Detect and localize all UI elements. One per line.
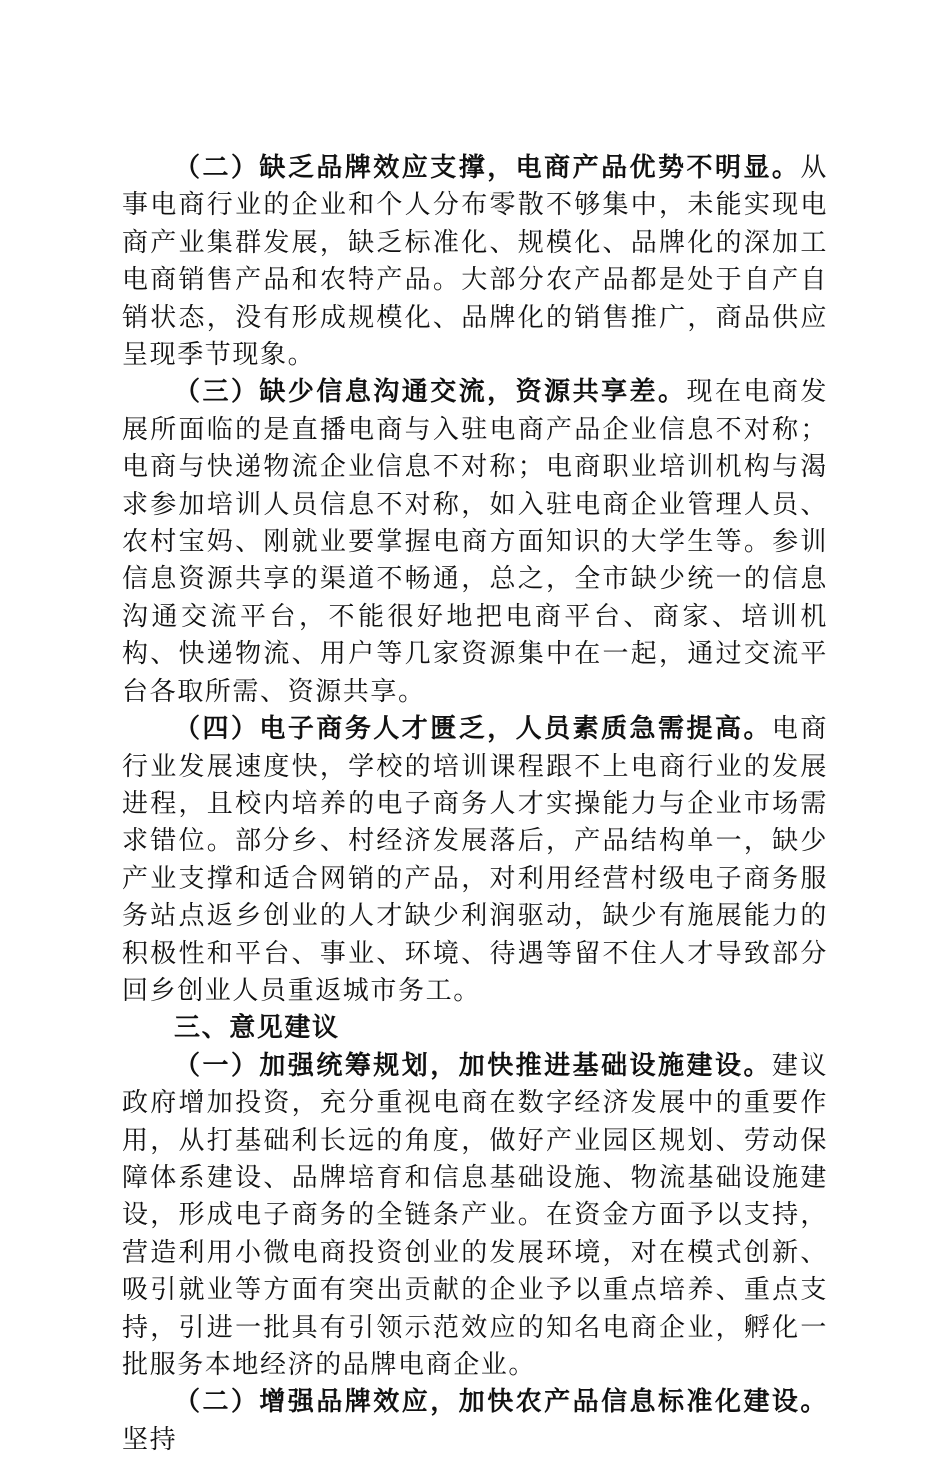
suggestion-lead: （二）增强品牌效应，加快农产品信息标准化建设。 — [174, 1387, 828, 1418]
paragraph-talent-shortage — [122, 711, 828, 1010]
suggestion-branding — [122, 1384, 828, 1459]
paragraph-body: 现在电商发展所面临的是直播电商与入驻电商产品企业信息不对称；电商与快递物流企业信息不对称；电商职业培训机构与渴求参加培训人员信息不对称，如入驻电商企业管理人员、农村宝妈、刚就业要掌握电商方面知识的大学生等。参训信息资源共享的渠道不畅通，总之，全市缺少统一的信息沟通交流平台，不能很好地把电商平台、商家、培训机构、快递物流、用户等几家资源集中在一起，通过交流平台各取所需、资源共享。 — [122, 377, 828, 707]
paragraph-body: 电商行业发展速度快，学校的培训课程跟不上电商行业的发展进程，且校内培养的电子商务人才实操能力与企业市场需求错位。部分乡、村经济发展落后，产品结构单一，缺少产业支撑和适合网销的产品，对利用经营村级电子商务服务站点返乡创业的人才缺少利润驱动，缺少有施展能力的积极性和平台、事业、环境、待遇等留不住人才导致部分回乡创业人员重返城市务工。 — [122, 714, 828, 1006]
suggestion-planning — [122, 1048, 828, 1385]
paragraph-info-sharing — [122, 374, 828, 711]
document-page — [122, 150, 828, 1459]
paragraph-brand-effect — [122, 150, 828, 374]
suggestion-body: 建议政府增加投资，充分重视电商在数字经济发展中的重要作用，从打基础利长远的角度，做好产业园区规划、劳动保障体系建设、品牌培育和信息基础设施、物流基础设施建设，形成电子商务的全链条产业。在资金方面予以支持，营造利用小微电商投资创业的发展环境，对在模式创新、吸引就业等方面有突出贡献的企业予以重点培养、重点支持，引进一批具有引领示范效应的知名电商企业，孵化一批服务本地经济的品牌电商企业。 — [122, 1050, 828, 1380]
suggestion-lead: （一）加强统筹规划，加快推进基础设施建设。 — [174, 1050, 772, 1081]
paragraph-body: 从事电商行业的企业和个人分布零散不够集中，未能实现电商产业集群发展，缺乏标准化、规模化、品牌化的深加工电商销售产品和农特产品。大部分农产品都是处于自产自销状态，没有形成规模化、品牌化的销售推广，商品供应呈现季节现象。 — [122, 153, 828, 371]
paragraph-lead: （二）缺乏品牌效应支撑，电商产品优势不明显。 — [174, 153, 801, 183]
suggestion-body: 坚持 — [122, 1424, 178, 1455]
section-heading: 三、意见建议 — [174, 1013, 340, 1044]
paragraph-lead: （三）缺少信息沟通交流，资源共享差。 — [174, 377, 687, 408]
paragraph-lead: （四）电子商务人才匮乏，人员素质急需提高。 — [174, 714, 772, 745]
